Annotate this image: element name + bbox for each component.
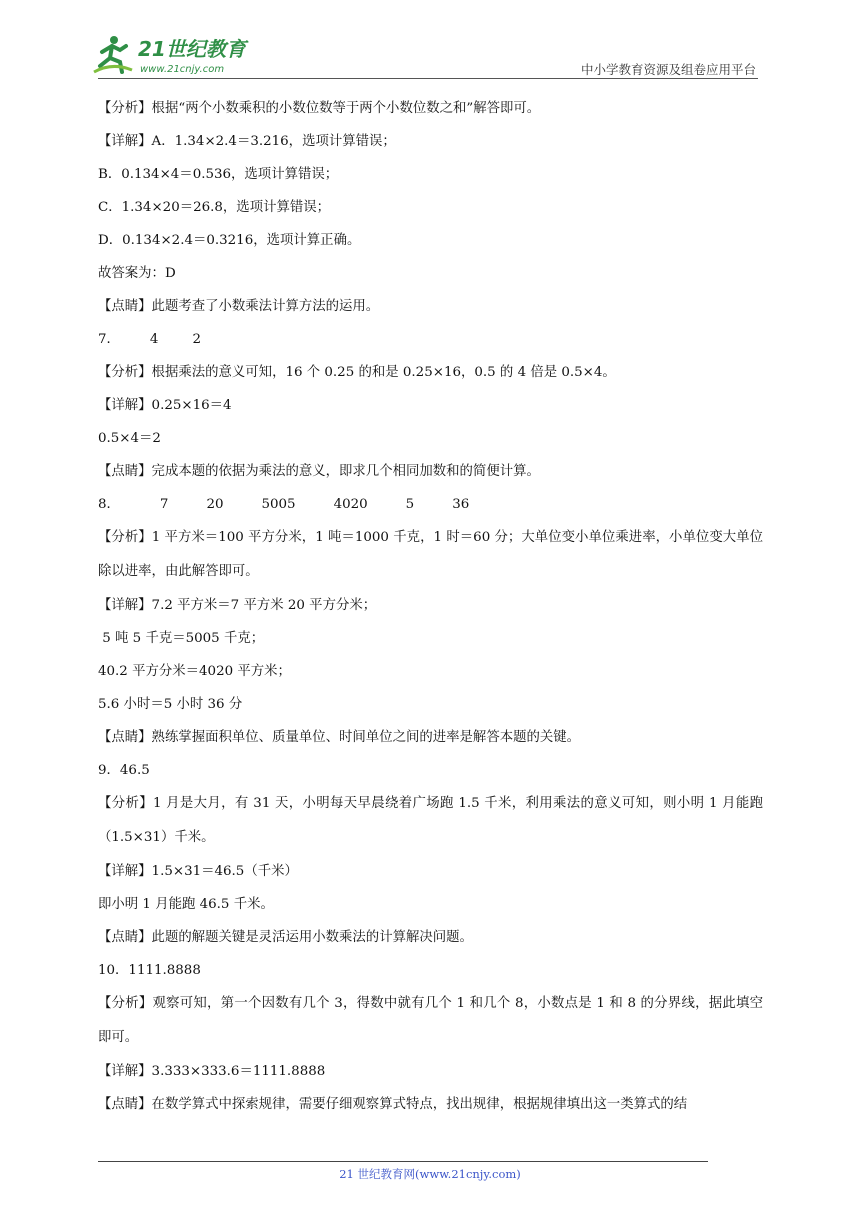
text-line: 【点睛】熟练掌握面积单位、质量单位、时间单位之间的进率是解答本题的关键。 xyxy=(98,730,581,745)
text-line: 40.2 平方分米＝4020 平方米； xyxy=(98,664,291,679)
logo xyxy=(92,32,262,78)
text-line: B．0.134×4＝0.536，选项计算错误； xyxy=(98,167,339,182)
text-line: 【详解】0.25×16＝4 xyxy=(98,398,232,413)
text-line: 【分析】1 平方米＝100 平方分米，1 吨＝1000 千克，1 时＝60 分；大单位变小单位乘进率，小单位变大单位除以进率，由此解答即可。 xyxy=(98,530,763,579)
text-line: 【详解】A．1.34×2.4＝3.216，选项计算错误； xyxy=(98,134,396,149)
text-line: D．0.134×2.4＝0.3216，选项计算正确。 xyxy=(98,233,361,248)
header-divider xyxy=(98,78,758,79)
answer-value: 2 xyxy=(192,332,201,347)
svg-text:21世纪教育: 21世纪教育 xyxy=(138,37,246,61)
answer-value: 36 xyxy=(452,497,470,512)
answer-value: 5005 xyxy=(261,497,296,512)
page-header xyxy=(0,0,860,82)
question-number: 7． xyxy=(98,332,120,347)
runner-icon xyxy=(94,36,132,72)
svg-text:www.21cnjy.com: www.21cnjy.com xyxy=(140,64,225,75)
text-line: 【点睛】完成本题的依据为乘法的意义，即求几个相同加数和的简便计算。 xyxy=(98,464,540,479)
question-number: 8． xyxy=(98,497,120,512)
text-line: 【分析】1 月是大月，有 31 天，小明每天早晨绕着广场跑 1.5 千米，利用乘法的意义可知，则小明 1 月能跑（1.5×31）千米。 xyxy=(98,796,763,845)
text-line: 【点睛】在数学算式中探索规律，需要仔细观察算式特点，找出规律，根据规律填出这一类算式的结 xyxy=(98,1097,688,1112)
footer-text: 21 世纪教育网(www.21cnjy.com) xyxy=(339,1167,521,1181)
text-line: 5.6 小时＝5 小时 36 分 xyxy=(98,697,243,712)
text-line: 【点睛】此题考查了小数乘法计算方法的运用。 xyxy=(98,299,380,314)
text-line: 【分析】根据乘法的意义可知，16 个 0.25 的和是 0.25×16，0.5 的 4 倍是 0.5×4。 xyxy=(98,365,616,380)
answer-value: 4020 xyxy=(333,497,368,512)
question-7-answers xyxy=(98,331,763,348)
question-8-answers xyxy=(98,496,763,513)
text-line: 9．46.5 xyxy=(98,763,150,778)
text-line: C．1.34×20＝26.8，选项计算错误； xyxy=(98,200,331,215)
text-line: 【详解】7.2 平方米＝7 平方米 20 平方分米； xyxy=(98,598,377,613)
text-line: 【详解】1.5×31＝46.5（千米） xyxy=(98,864,298,879)
answer-content xyxy=(98,100,763,1129)
text-line: 【详解】3.333×333.6＝1111.8888 xyxy=(98,1064,326,1079)
answer-value: 4 xyxy=(149,332,159,347)
text-line: 即小明 1 月能跑 46.5 千米。 xyxy=(98,897,274,912)
footer-divider xyxy=(98,1161,708,1162)
answer-value: 5 xyxy=(405,497,415,512)
answer-value: 20 xyxy=(206,497,224,512)
answer-value: 7 xyxy=(159,497,169,512)
text-line: 【分析】观察可知，第一个因数有几个 3，得数中就有几个 1 和几个 8，小数点是 1 和 8 的分界线，据此填空即可。 xyxy=(98,996,763,1045)
text-line: 【点睛】此题的解题关键是灵活运用小数乘法的计算解决问题。 xyxy=(98,930,473,945)
header-platform-text: 中小学教育资源及组卷应用平台 xyxy=(580,62,756,77)
text-line: 0.5×4＝2 xyxy=(98,431,161,446)
text-line: 【分析】根据“两个小数乘积的小数位数等于两个小数位数之和”解答即可。 xyxy=(98,101,541,116)
text-line: 5 吨 5 千克＝5005 千克； xyxy=(98,631,265,646)
text-line: 故答案为：D xyxy=(98,266,176,281)
text-line: 10．1111.8888 xyxy=(98,963,201,978)
